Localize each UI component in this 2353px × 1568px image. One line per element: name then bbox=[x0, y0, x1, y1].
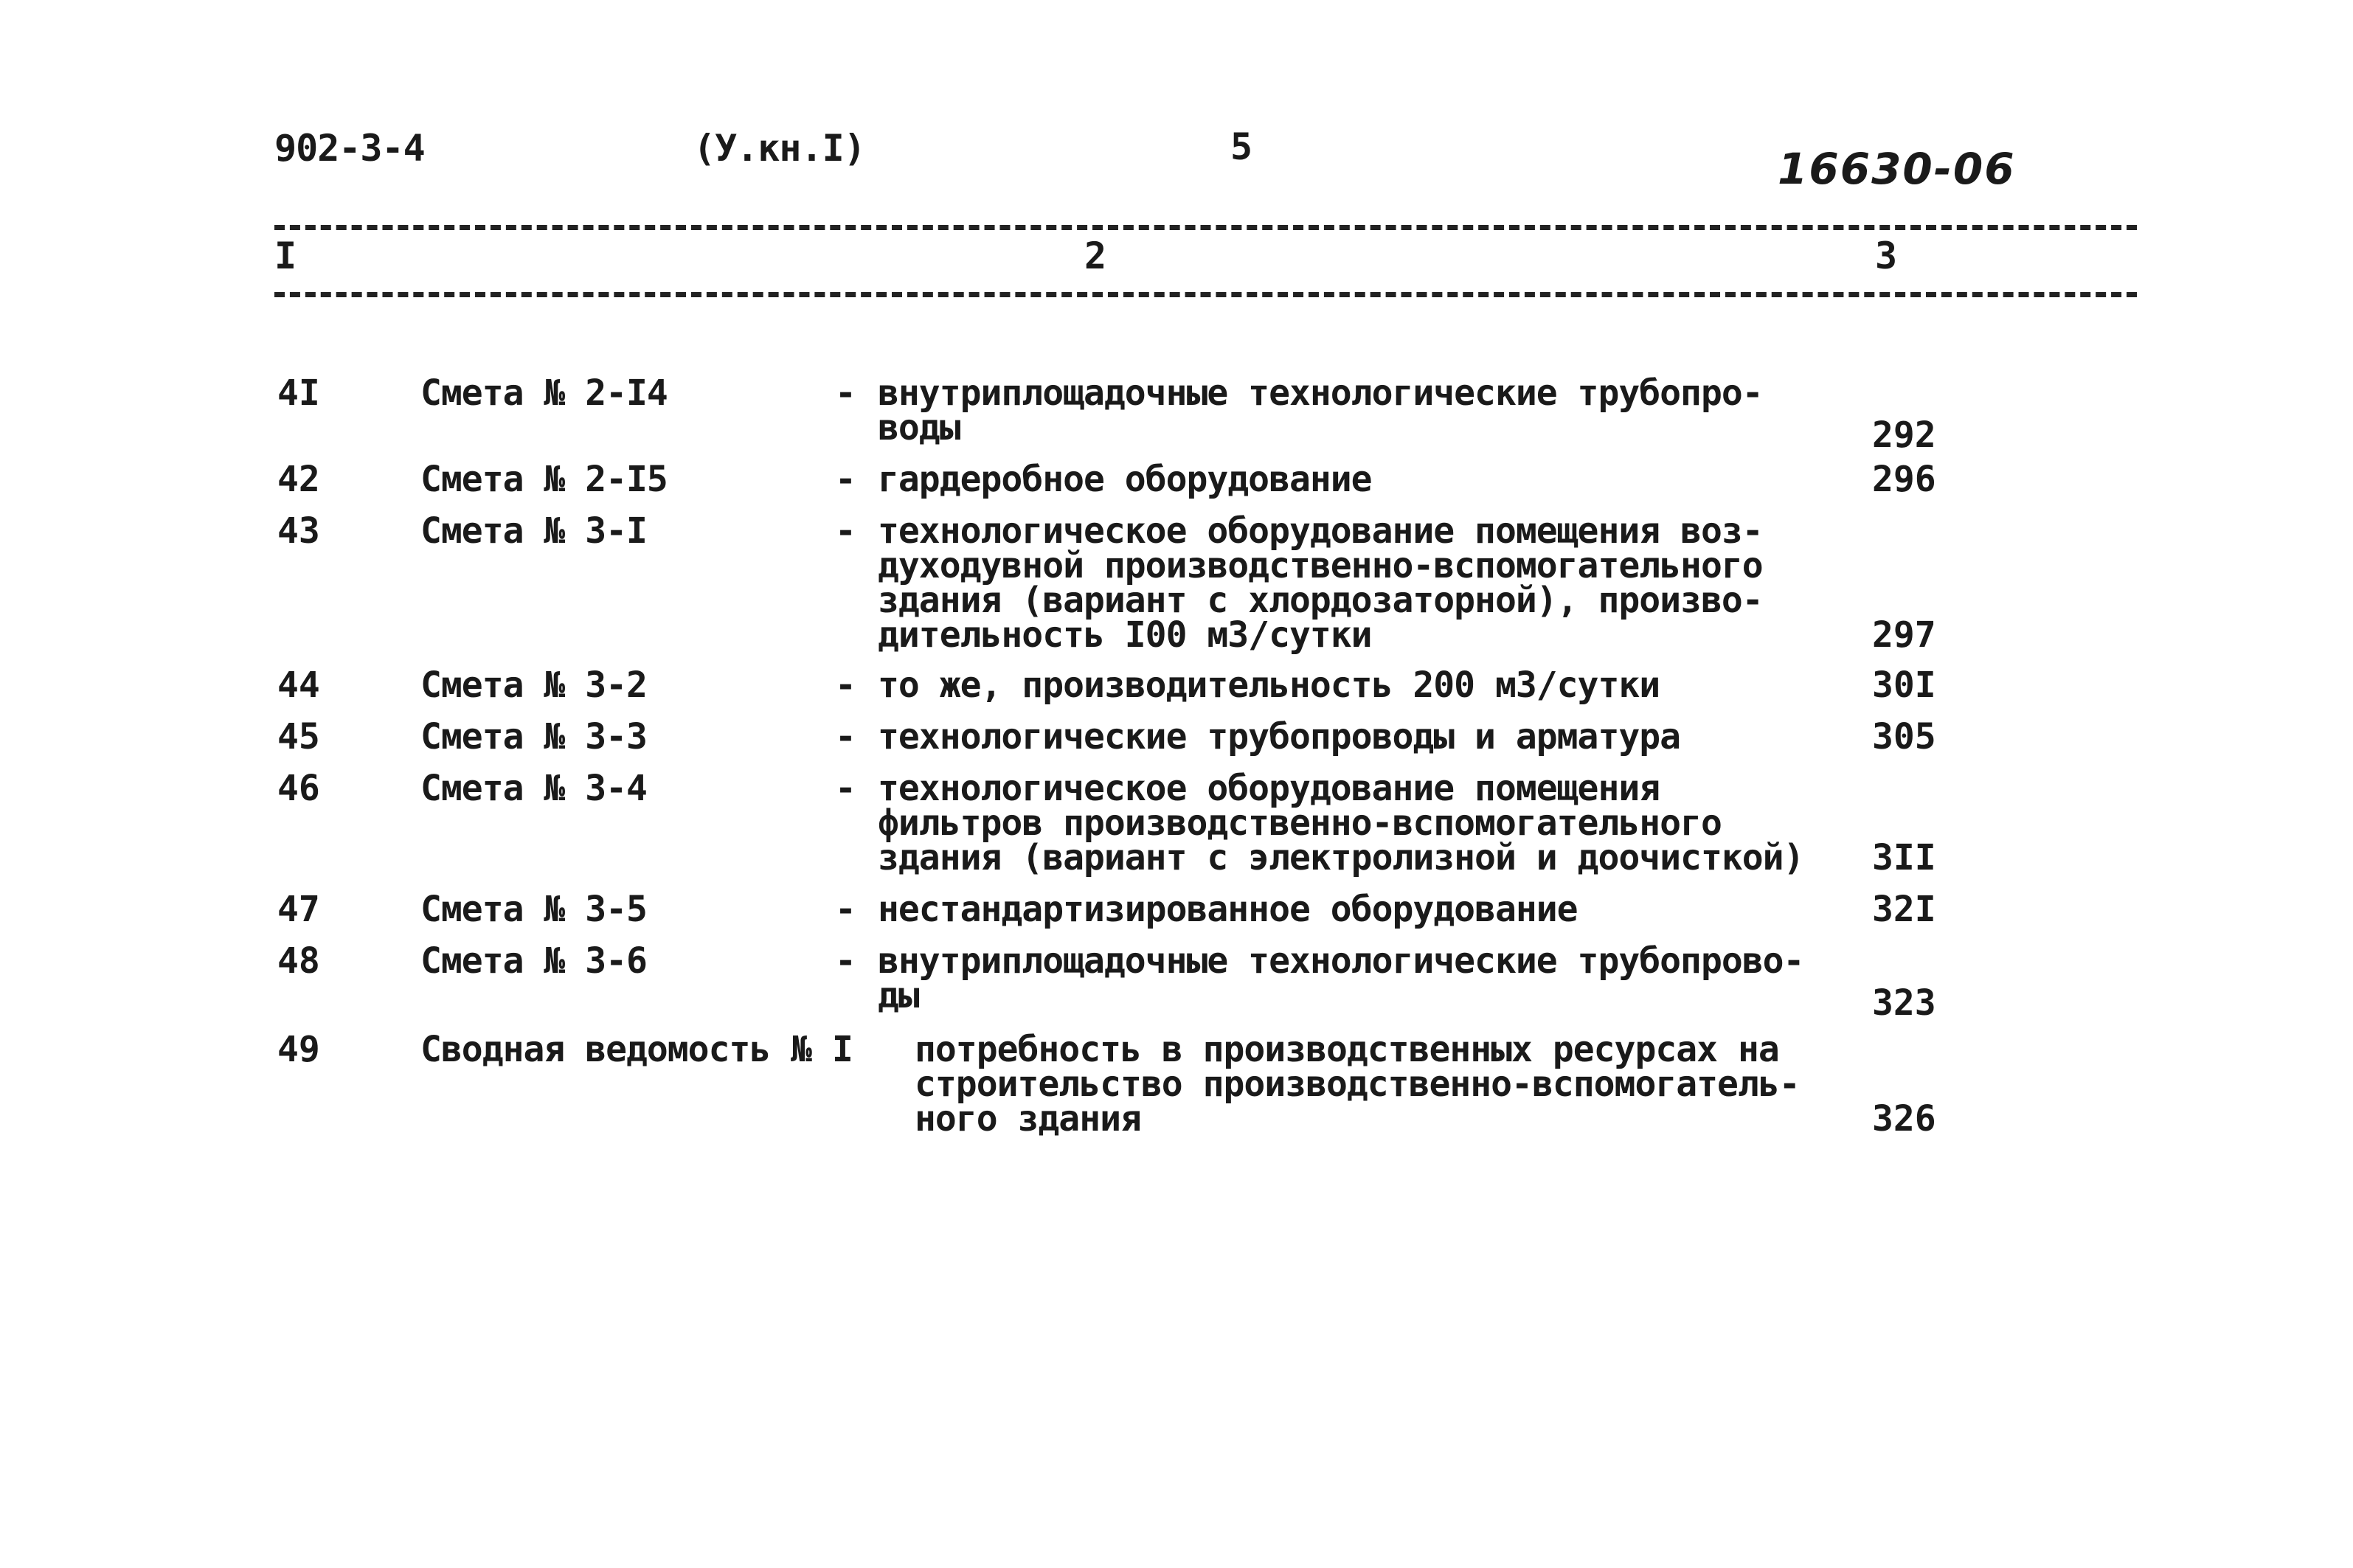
row-reference: Смета № 3-5 bbox=[420, 889, 647, 930]
column-number-2: 2 bbox=[1084, 235, 1107, 277]
description-line: технологическое оборудование помещения bbox=[878, 768, 1660, 809]
row-page: 296 bbox=[1872, 459, 1936, 500]
row-description bbox=[878, 372, 1763, 448]
document-code: 902-3-4 bbox=[274, 127, 425, 170]
description-line: внутриплощадочные технологические трубопрово- bbox=[878, 940, 1804, 982]
row-description bbox=[878, 889, 1578, 930]
description-line: воды bbox=[878, 407, 960, 448]
description-line: здания (вариант с электролизной и доочисткой) bbox=[878, 837, 1804, 878]
row-dash: - bbox=[835, 716, 856, 757]
row-reference: Смета № 3-3 bbox=[420, 716, 647, 757]
row-dash: - bbox=[835, 510, 856, 552]
row-page: 326 bbox=[1872, 1098, 1936, 1139]
row-number: 47 bbox=[277, 889, 320, 930]
description-line: технологическое оборудование помещения воз- bbox=[878, 510, 1763, 552]
volume-label: (У.кн.I) bbox=[693, 127, 865, 170]
row-description bbox=[878, 940, 1804, 1016]
row-description bbox=[878, 510, 1763, 656]
row-page: 323 bbox=[1872, 982, 1936, 1024]
row-description bbox=[878, 459, 1372, 500]
header-rule-bottom bbox=[274, 292, 2137, 297]
description-line: строительство производственно-вспомогатель- bbox=[915, 1064, 1800, 1105]
row-page: 292 bbox=[1872, 414, 1936, 456]
row-number: 45 bbox=[277, 716, 320, 757]
description-line: внутриплощадочные технологические трубопро- bbox=[878, 372, 1763, 414]
row-page: 297 bbox=[1872, 614, 1936, 656]
row-reference: Смета № 3-4 bbox=[420, 768, 647, 809]
row-number: 46 bbox=[277, 768, 320, 809]
row-description bbox=[878, 716, 1681, 757]
header-rule-top bbox=[274, 225, 2137, 230]
row-description bbox=[878, 665, 1660, 706]
row-dash: - bbox=[835, 889, 856, 930]
description-line: духодувной производственно-вспомогательного bbox=[878, 545, 1763, 586]
row-number: 49 bbox=[277, 1029, 320, 1070]
row-number: 44 bbox=[277, 665, 320, 706]
row-dash: - bbox=[835, 665, 856, 706]
row-number: 4I bbox=[277, 372, 320, 414]
row-page: 32I bbox=[1872, 889, 1936, 930]
description-line: потребность в производственных ресурсах на bbox=[915, 1029, 1779, 1070]
row-number: 42 bbox=[277, 459, 320, 500]
row-dash: - bbox=[835, 372, 856, 414]
description-line: технологические трубопроводы и арматура bbox=[878, 716, 1681, 757]
column-number-3: 3 bbox=[1875, 235, 1898, 277]
description-line: дительность I00 м3/сутки bbox=[878, 614, 1372, 656]
row-page: 3II bbox=[1872, 837, 1936, 878]
row-reference: Смета № 3-2 bbox=[420, 665, 647, 706]
row-reference: Смета № 3-I bbox=[420, 510, 647, 552]
description-line: ды bbox=[878, 975, 919, 1016]
row-dash: - bbox=[835, 768, 856, 809]
row-page: 30I bbox=[1872, 665, 1936, 706]
document-number: 16630-06 bbox=[1778, 144, 2016, 194]
page-number: 5 bbox=[1230, 125, 1252, 168]
description-line: гардеробное оборудование bbox=[878, 459, 1372, 500]
description-line: фильтров производственно-вспомогательного bbox=[878, 802, 1722, 844]
row-description bbox=[915, 1029, 1800, 1139]
row-reference: Смета № 2-I5 bbox=[420, 459, 668, 500]
row-dash: - bbox=[835, 940, 856, 982]
row-reference: Сводная ведомость № I bbox=[420, 1029, 853, 1070]
row-reference: Смета № 2-I4 bbox=[420, 372, 668, 414]
row-number: 48 bbox=[277, 940, 320, 982]
row-page: 305 bbox=[1872, 716, 1936, 757]
row-description bbox=[878, 768, 1804, 878]
description-line: ного здания bbox=[915, 1098, 1141, 1139]
column-number-1: I bbox=[274, 235, 297, 277]
row-dash: - bbox=[835, 459, 856, 500]
description-line: то же, производительность 200 м3/сутки bbox=[878, 665, 1660, 706]
row-number: 43 bbox=[277, 510, 320, 552]
description-line: здания (вариант с хлордозаторной), произво- bbox=[878, 580, 1763, 621]
row-reference: Смета № 3-6 bbox=[420, 940, 647, 982]
description-line: нестандартизированное оборудование bbox=[878, 889, 1578, 930]
